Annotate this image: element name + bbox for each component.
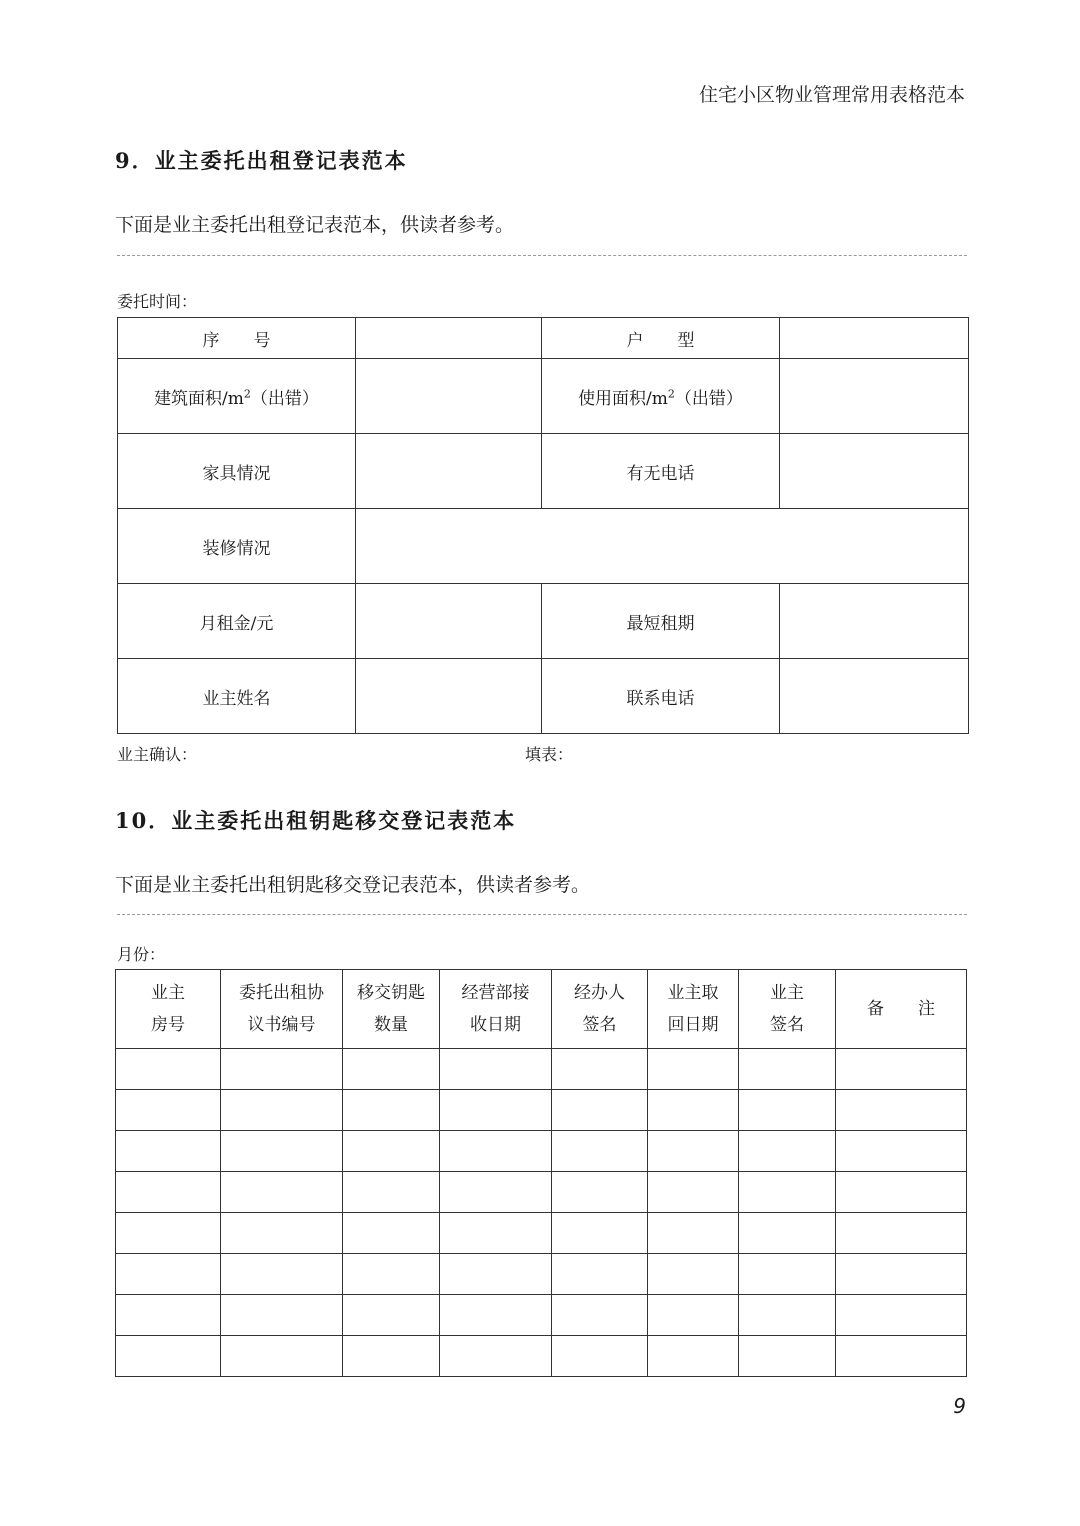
table-cell[interactable] — [552, 1049, 648, 1090]
table-cell[interactable] — [440, 1295, 552, 1336]
table-row — [116, 1172, 967, 1213]
table-cell[interactable] — [116, 1295, 221, 1336]
table-cell[interactable] — [836, 1131, 967, 1172]
rental-registration-table — [117, 317, 969, 734]
running-header: 住宅小区物业管理常用表格范本 — [698, 84, 965, 106]
decoration-label: 装修情况 — [118, 509, 356, 584]
table-cell[interactable] — [343, 1131, 440, 1172]
use-area-label: 使用面积$/m^2$（出错） — [542, 359, 780, 434]
contact-phone-value-cell[interactable] — [780, 659, 969, 734]
table-cell[interactable] — [648, 1336, 739, 1377]
table-cell[interactable] — [739, 1254, 836, 1295]
table-cell[interactable] — [440, 1049, 552, 1090]
section-10-divider — [117, 914, 967, 915]
table-row — [116, 1295, 967, 1336]
table-cell[interactable] — [221, 1131, 343, 1172]
col-agreement-no: 委托出租协 议书编号 — [221, 970, 343, 1049]
table-cell[interactable] — [648, 1131, 739, 1172]
build-area-label: 建筑面积$/m^2$（出错） — [118, 359, 356, 434]
phone-avail-label: 有无电话 — [542, 434, 780, 509]
table-cell[interactable] — [739, 1049, 836, 1090]
table-cell[interactable] — [116, 1090, 221, 1131]
contact-phone-label: 联系电话 — [542, 659, 780, 734]
min-lease-label: 最短租期 — [542, 584, 780, 659]
section-9-title: 9．业主委托出租登记表范本 — [115, 148, 408, 173]
table-cell[interactable] — [552, 1336, 648, 1377]
table-cell[interactable] — [836, 1336, 967, 1377]
table-cell[interactable] — [836, 1049, 967, 1090]
table-cell[interactable] — [836, 1090, 967, 1131]
table-cell[interactable] — [739, 1090, 836, 1131]
section-10-title: 10．业主委托出租钥匙移交登记表范本 — [115, 808, 517, 833]
table-cell[interactable] — [440, 1213, 552, 1254]
month-label: 月份： — [117, 945, 166, 964]
table-cell[interactable] — [648, 1295, 739, 1336]
table-cell[interactable] — [440, 1131, 552, 1172]
table-cell[interactable] — [221, 1172, 343, 1213]
table-cell[interactable] — [552, 1254, 648, 1295]
table-cell[interactable] — [343, 1336, 440, 1377]
table-cell[interactable] — [221, 1090, 343, 1131]
table-cell[interactable] — [552, 1131, 648, 1172]
table-cell[interactable] — [343, 1295, 440, 1336]
table-cell[interactable] — [116, 1213, 221, 1254]
table-cell[interactable] — [739, 1213, 836, 1254]
table-cell[interactable] — [116, 1049, 221, 1090]
table-cell[interactable] — [648, 1090, 739, 1131]
table-cell[interactable] — [221, 1336, 343, 1377]
table-row — [116, 1254, 967, 1295]
col-owner-return-date: 业主取 回日期 — [648, 970, 739, 1049]
key-handover-table — [115, 969, 967, 1377]
table-row — [116, 1131, 967, 1172]
table-cell[interactable] — [836, 1172, 967, 1213]
table-row — [116, 1049, 967, 1090]
phone-avail-value-cell[interactable] — [780, 434, 969, 509]
header-row — [116, 970, 967, 1049]
table-cell[interactable] — [739, 1131, 836, 1172]
monthly-rent-label: 月租金/元 — [118, 584, 356, 659]
owner-name-value-cell[interactable] — [356, 659, 542, 734]
page-number: 9 — [953, 1394, 966, 1418]
table-cell[interactable] — [440, 1090, 552, 1131]
table-cell[interactable] — [552, 1295, 648, 1336]
col-received-date: 经营部接 收日期 — [440, 970, 552, 1049]
table-cell[interactable] — [648, 1254, 739, 1295]
build-area-value-cell[interactable] — [356, 359, 542, 434]
table-cell[interactable] — [739, 1336, 836, 1377]
col-key-count: 移交钥匙 数量 — [343, 970, 440, 1049]
min-lease-value-cell[interactable] — [780, 584, 969, 659]
table-row — [116, 1090, 967, 1131]
table-cell[interactable] — [648, 1172, 739, 1213]
table-cell[interactable] — [343, 1172, 440, 1213]
table-cell[interactable] — [343, 1254, 440, 1295]
furniture-value-cell[interactable] — [356, 434, 542, 509]
table-cell[interactable] — [648, 1049, 739, 1090]
table-cell[interactable] — [836, 1254, 967, 1295]
col-owner-sign: 业主 签名 — [739, 970, 836, 1049]
table-cell[interactable] — [116, 1336, 221, 1377]
table-cell[interactable] — [440, 1254, 552, 1295]
col-remarks: 备 注 — [836, 970, 967, 1049]
table-cell[interactable] — [221, 1295, 343, 1336]
table-cell[interactable] — [739, 1172, 836, 1213]
filled-by-label: 填表： — [525, 745, 574, 764]
section-9-divider — [117, 255, 967, 256]
section-9-intro: 下面是业主委托出租登记表范本，供读者参考。 — [115, 214, 515, 236]
monthly-rent-value-cell[interactable] — [356, 584, 542, 659]
serial-value-cell[interactable] — [356, 318, 542, 359]
section-10-intro: 下面是业主委托出租钥匙移交登记表范本，供读者参考。 — [115, 874, 591, 896]
table-cell[interactable] — [221, 1213, 343, 1254]
table-cell[interactable] — [116, 1131, 221, 1172]
unit-type-value-cell[interactable] — [780, 318, 969, 359]
table-cell[interactable] — [343, 1090, 440, 1131]
decoration-value-cell[interactable] — [356, 509, 969, 584]
use-area-value-cell[interactable] — [780, 359, 969, 434]
table-cell[interactable] — [552, 1090, 648, 1131]
table-cell[interactable] — [221, 1049, 343, 1090]
table-cell[interactable] — [343, 1049, 440, 1090]
serial-label: 序 号 — [118, 318, 356, 359]
table-cell[interactable] — [343, 1213, 440, 1254]
table-row — [116, 1336, 967, 1377]
table-cell[interactable] — [116, 1172, 221, 1213]
furniture-label: 家具情况 — [118, 434, 356, 509]
owner-name-label: 业主姓名 — [118, 659, 356, 734]
unit-type-label: 户 型 — [542, 318, 780, 359]
table-cell[interactable] — [440, 1172, 552, 1213]
table-row — [116, 1213, 967, 1254]
table-cell[interactable] — [552, 1172, 648, 1213]
table-cell[interactable] — [739, 1295, 836, 1336]
table-cell[interactable] — [648, 1213, 739, 1254]
table-cell[interactable] — [221, 1254, 343, 1295]
table-cell[interactable] — [552, 1213, 648, 1254]
table-cell[interactable] — [836, 1295, 967, 1336]
entrust-time-label: 委托时间： — [117, 292, 198, 311]
table-cell[interactable] — [836, 1213, 967, 1254]
table-cell[interactable] — [116, 1254, 221, 1295]
table-cell[interactable] — [440, 1336, 552, 1377]
col-handler-sign: 经办人 签名 — [552, 970, 648, 1049]
col-owner-room: 业主 房号 — [116, 970, 221, 1049]
owner-confirm-label: 业主确认： — [117, 745, 198, 764]
